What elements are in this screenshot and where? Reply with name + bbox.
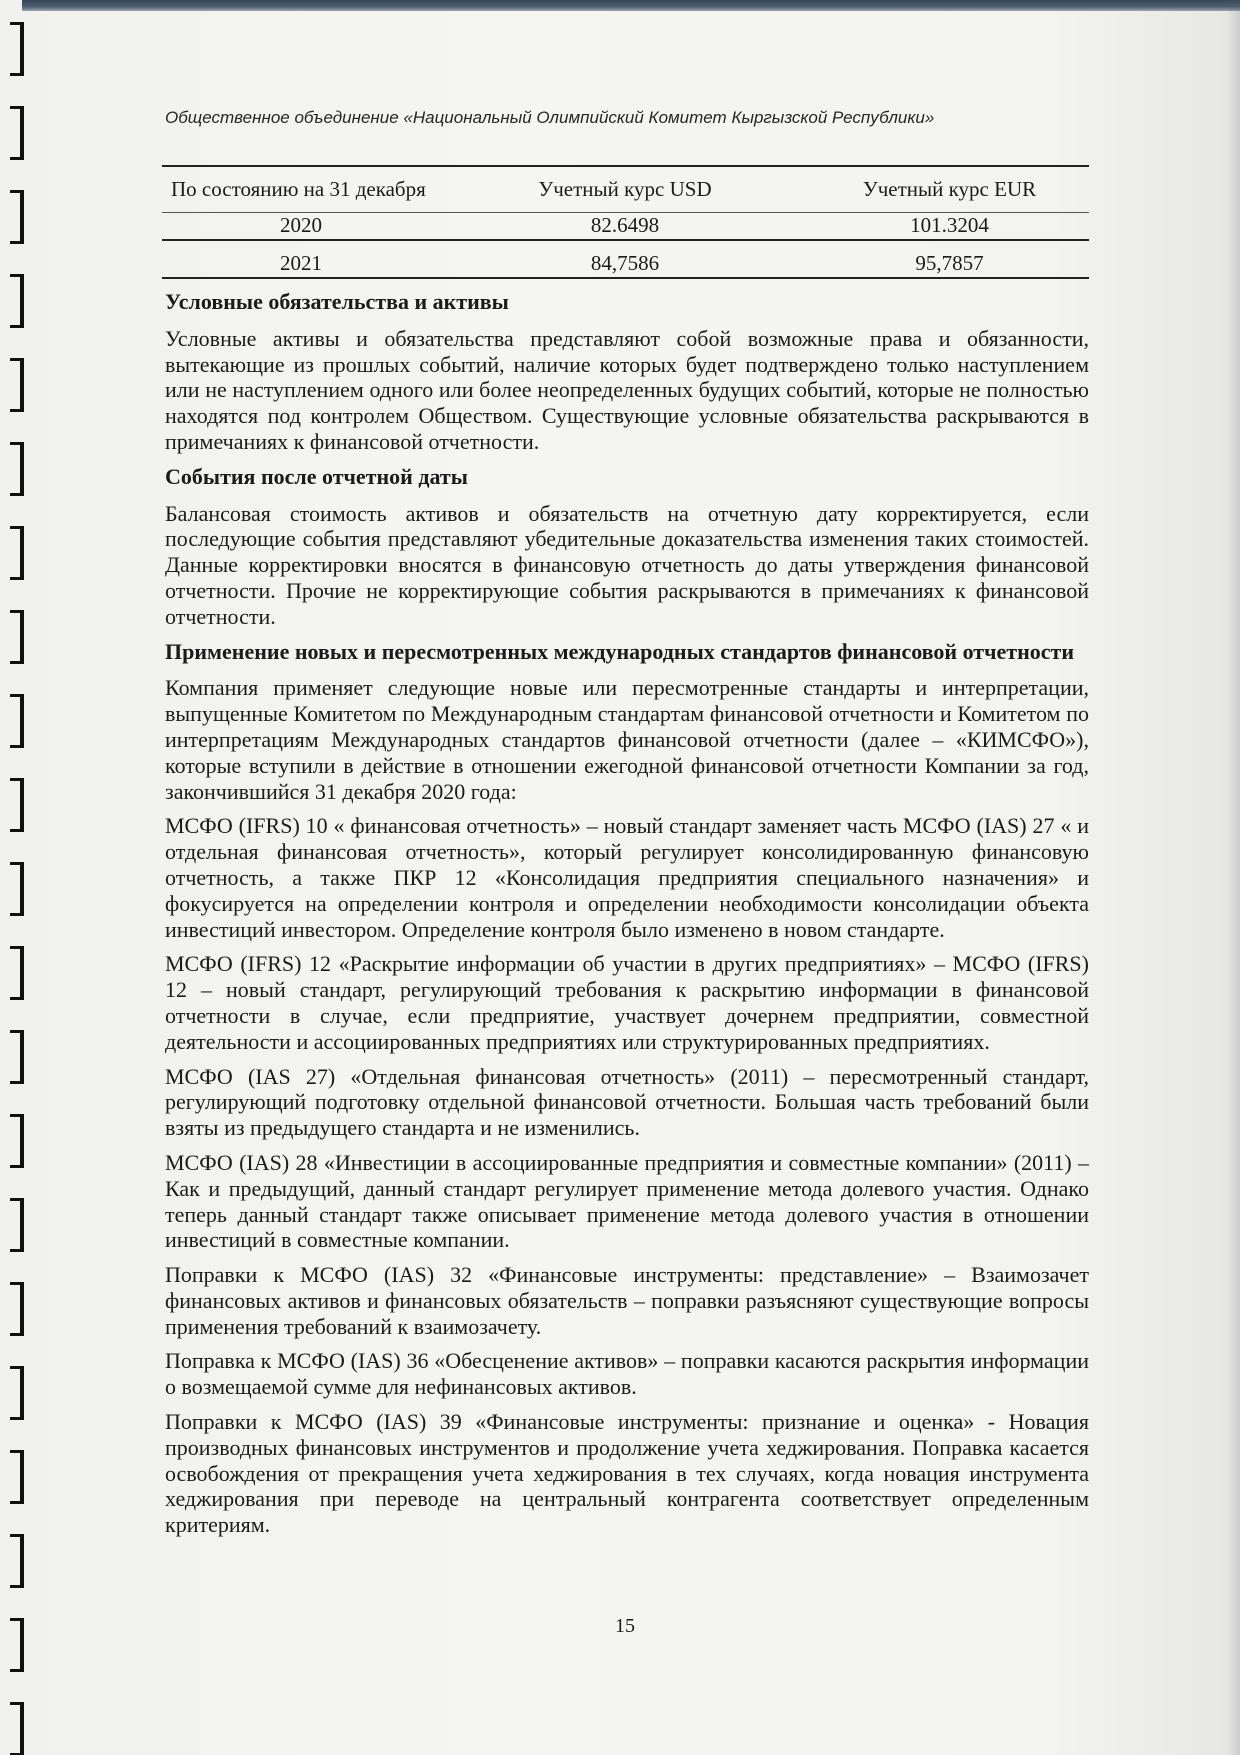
running-header: Общественное объединение «Национальный Олимпийский Комитет Кыргызской Республики»	[165, 108, 935, 127]
binding-mark	[10, 1366, 24, 1420]
paragraph: Поправки к МСФО (IAS) 32 «Финансовые инструменты: представление» – Взаимозачет финансовых активов и финансовых обязательств – поправки разъясняют существующие вопросы применения требований к взаимозачету.	[165, 1262, 1089, 1339]
paragraph: МСФО (IAS) 28 «Инвестиции в ассоциированные предприятия и совместные компании» (2011) – Как и предыдущий, данный стандарт регулирует применение метода долевого участия. Однако теперь данный стандарт также описывает применение метода долевого участия в отношении инвестиций в совместные компании.	[165, 1149, 1089, 1253]
paragraph: Компания применяет следующие новые или пересмотренные стандарты и интерпретации, выпущенные Комитетом по Международным стандартам финансовой отчетности и Комитетом по интерпретациям Международных стандартов финансовой отчетности (далее – «КИМСФО»), которые вступили в действие в отношении ежегодной финансовой отчетности Компании за год, закончившийся 31 декабря 2020 года:	[165, 675, 1089, 804]
binding-mark	[10, 274, 24, 328]
table-cell-eur: 95,7857	[915, 250, 984, 275]
section-heading-contingencies: Условные обязательства и активы	[165, 289, 509, 314]
section-heading-new-standards: Применение новых и пересмотренных международных стандартов финансовой отчетности	[165, 638, 1074, 664]
binding-mark	[10, 778, 24, 832]
table-row	[162, 240, 1089, 278]
table-cell-year: 2020	[280, 212, 322, 237]
binding-mark	[10, 358, 24, 412]
table-cell-year: 2021	[280, 250, 322, 275]
binding-mark	[10, 862, 24, 916]
binding-mark	[10, 106, 24, 160]
table-header-cell: По состоянию на 31 декабря	[171, 176, 426, 201]
paragraph: МСФО (IFRS) 12 «Раскрытие информации об участии в других предприятиях» – МСФО (IFRS) 12 – новый стандарт, регулирующий требования к раскрытию информации в финансовой отчетности в случае, если предприятие, участвует дочернем предприятии, совместной деятельности и ассоциированных предприятиях или структурированных предприятиях.	[165, 951, 1089, 1054]
binding-mark	[10, 22, 24, 76]
binding-mark	[10, 694, 24, 748]
scan-right-shade	[1226, 0, 1240, 1755]
paragraph: МСФО (IFRS) 10 « финансовая отчетность» – новый стандарт заменяет часть МСФО (IAS) 27 « и отдельная финансовая отчетность», который регулирует консолидированную финансовую отчетность, а также ПКР 12 «Консолидация предприятия специального назначения» и фокусируется на определении контроля и определении необходимости консолидации объекта инвестиций инвестором. Определение контроля было изменено в новом стандарте.	[165, 813, 1089, 942]
binding-mark	[10, 1450, 24, 1504]
table-cell-eur: 101.3204	[910, 212, 989, 237]
paragraph: Балансовая стоимость активов и обязательств на отчетную дату корректируется, если последующие события представляют убедительные доказательства изменения таких стоимостей. Данные корректировки вносятся в финансовую отчетность до даты утверждения финансовой отчетности. Прочие не корректирующие события раскрываются в примечаниях к финансовой отчетности.	[165, 500, 1089, 629]
table-header-cell: Учетный курс EUR	[862, 176, 1037, 201]
table-header-cell: Учетный курс USD	[538, 176, 712, 201]
binding-mark	[10, 526, 24, 580]
binding-mark	[10, 442, 24, 496]
binding-mark	[10, 1534, 24, 1588]
binding-mark	[10, 1702, 24, 1755]
binding-mark	[10, 1198, 24, 1252]
body-text	[165, 289, 1089, 1547]
binding-mark	[10, 1618, 24, 1672]
page-number: 15	[615, 1615, 635, 1637]
paragraph: Поправка к МСФО (IAS) 36 «Обесценение активов» – поправки касаются раскрытия информации о возмещаемой сумме для нефинансовых активов.	[165, 1348, 1089, 1400]
exchange-rates-table	[162, 165, 1089, 279]
table-row	[162, 212, 1089, 240]
table-cell-usd: 84,7586	[590, 250, 660, 275]
paragraph: Поправки к МСФО (IAS) 39 «Финансовые инструменты: признание и оценка» - Новация производных финансовых инструментов и продолжение учета хеджирования. Поправка касается освобождения от прекращения учета хеджирования в тех случаях, когда новация инструмента хеджирования при переводе на центральный контрагента соответствует определенным критериям.	[165, 1409, 1089, 1538]
paragraph: Условные активы и обязательства представляют собой возможные права и обязанности, вытекающие из прошлых событий, наличие которых будет подтверждено только наступлением или не наступлением одного или более неопределенных будущих событий, которые не полностью находятся под контролем Обществом. Существующие условные обязательства раскрываются в примечаниях к финансовой отчетности.	[165, 325, 1089, 454]
section-heading-subsequent-events: События после отчетной даты	[165, 463, 468, 489]
scan-top-edge	[22, 0, 1240, 11]
binding-mark	[10, 1030, 24, 1084]
paragraph: МСФО (IAS 27) «Отдельная финансовая отчетность» (2011) – пересмотренный стандарт, регулирующий подготовку отдельной финансовой отчетности. Большая часть требований были взяты из предыдущего стандарта и не изменились.	[165, 1063, 1089, 1141]
binding-mark	[10, 1114, 24, 1168]
binding-mark	[10, 1282, 24, 1336]
binding-mark	[10, 190, 24, 244]
binding-mark	[10, 946, 24, 1000]
table-cell-usd: 82.6498	[590, 212, 660, 237]
binding-mark	[10, 610, 24, 664]
table-header-row	[162, 166, 1089, 212]
